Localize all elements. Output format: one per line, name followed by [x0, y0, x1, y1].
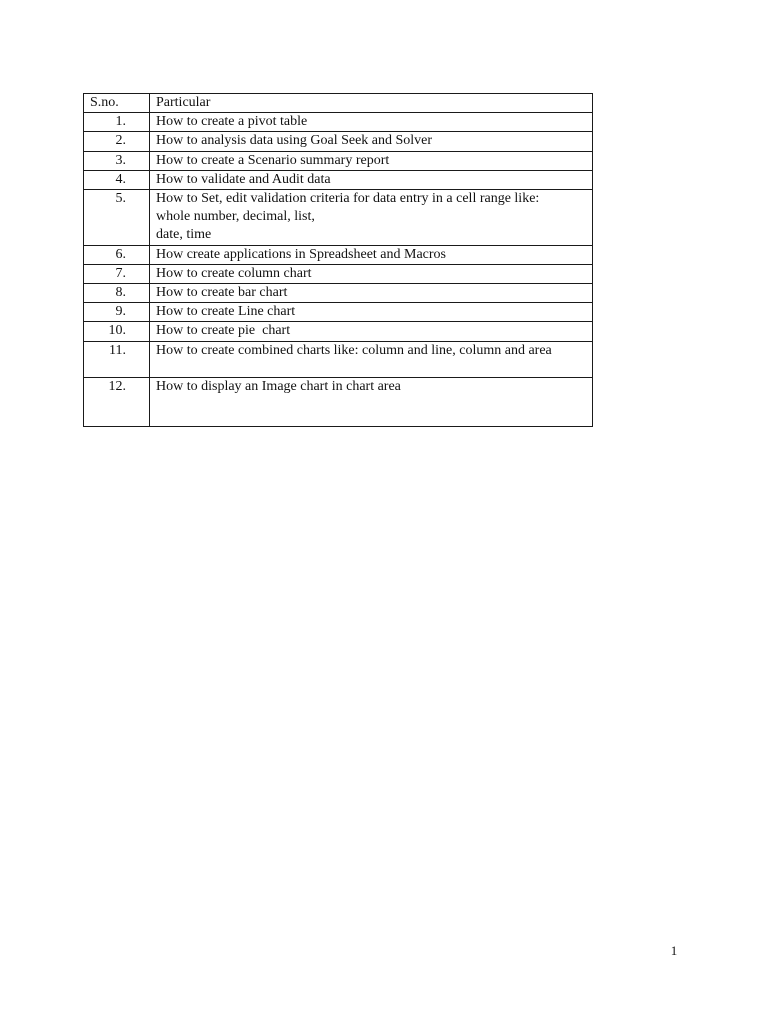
row-particular: How create applications in Spreadsheet and Macros — [150, 245, 593, 264]
row-particular: How to analysis data using Goal Seek and Solver — [150, 132, 593, 151]
row-sno: 8. — [84, 284, 150, 303]
table-row — [84, 151, 593, 170]
row-sno: 2. — [84, 132, 150, 151]
table-row — [84, 341, 593, 377]
row-particular: How to create a Scenario summary report — [150, 151, 593, 170]
row-sno: 7. — [84, 264, 150, 283]
row-sno: 12. — [84, 377, 150, 426]
header-particular: Particular — [150, 94, 593, 113]
table-row — [84, 322, 593, 341]
table-row — [84, 264, 593, 283]
row-particular: How to create bar chart — [150, 284, 593, 303]
topics-table — [83, 93, 593, 427]
row-particular: How to validate and Audit data — [150, 170, 593, 189]
row-sno: 6. — [84, 245, 150, 264]
row-sno: 1. — [84, 113, 150, 132]
row-sno: 11. — [84, 341, 150, 377]
row-particular: How to create a pivot table — [150, 113, 593, 132]
row-sno: 5. — [84, 190, 150, 246]
table-row — [84, 190, 593, 246]
table-row — [84, 132, 593, 151]
row-particular: How to create pie chart — [150, 322, 593, 341]
row-sno: 9. — [84, 303, 150, 322]
row-sno: 10. — [84, 322, 150, 341]
table-row — [84, 377, 593, 426]
row-particular: How to Set, edit validation criteria for data entry in a cell range like: whole number, decimal, list, date, time — [150, 190, 593, 246]
row-particular: How to create column chart — [150, 264, 593, 283]
page-number: 1 — [670, 943, 678, 958]
table-row — [84, 303, 593, 322]
table-row — [84, 245, 593, 264]
header-sno: S.no. — [84, 94, 150, 113]
row-sno: 4. — [84, 170, 150, 189]
table-header-row — [84, 94, 593, 113]
table-row — [84, 113, 593, 132]
row-sno: 3. — [84, 151, 150, 170]
table-row — [84, 284, 593, 303]
row-particular: How to create Line chart — [150, 303, 593, 322]
row-particular: How to create combined charts like: column and line, column and area — [150, 341, 593, 377]
table-row — [84, 170, 593, 189]
row-particular: How to display an Image chart in chart area — [150, 377, 593, 426]
